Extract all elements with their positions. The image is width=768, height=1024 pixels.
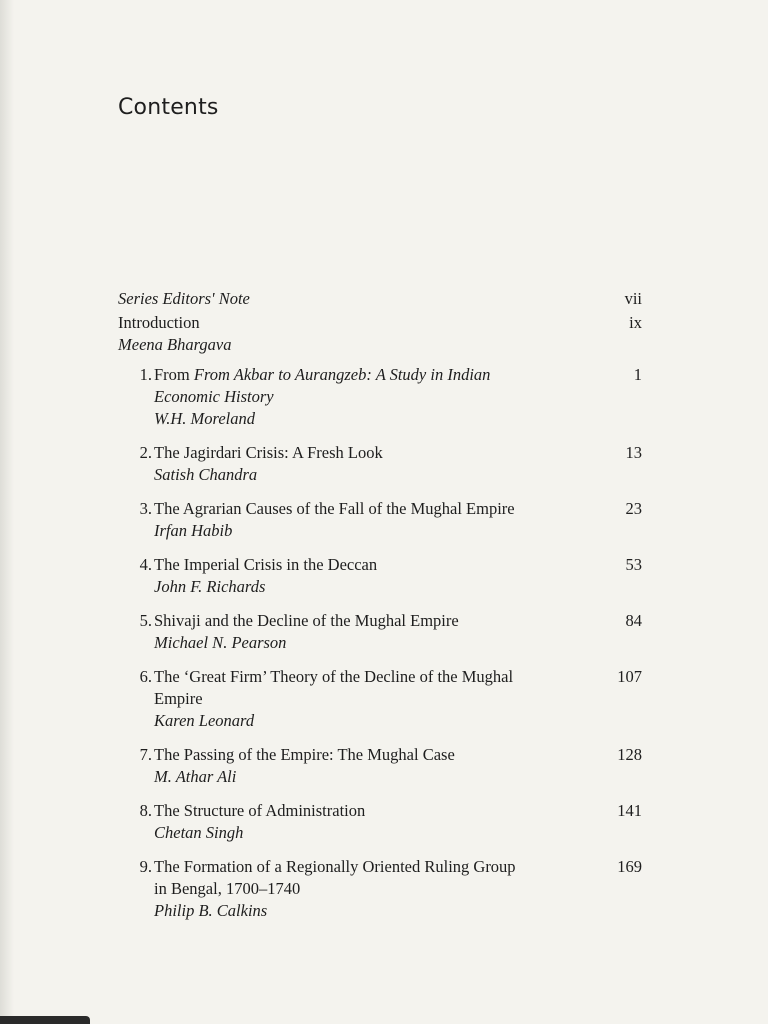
chapter-author: Satish Chandra <box>154 465 258 484</box>
chapter-number: 4. <box>139 555 152 574</box>
chapter-page: 141 <box>617 801 642 820</box>
chapter-author: W.H. Moreland <box>154 409 255 428</box>
chapter-page: 107 <box>617 667 642 686</box>
chapter-number: 6. <box>139 667 152 686</box>
chapter-number: 5. <box>139 611 152 630</box>
chapter-author: Philip B. Calkins <box>154 901 268 920</box>
toc-entry-author: Meena Bhargava <box>118 335 232 354</box>
chapter-number: 1. <box>139 365 152 384</box>
chapter-page: 84 <box>625 611 642 630</box>
chapter-title: Shivaji and the Decline of the Mughal Empire <box>154 611 459 630</box>
chapter-title: The Formation of a Regionally Oriented Ruling Group <box>154 857 516 876</box>
chapter-author: John F. Richards <box>154 577 266 596</box>
chapter-author: Karen Leonard <box>154 711 255 730</box>
toc-chapter-2[interactable] <box>118 442 642 486</box>
chapter-title-line2: Economic History <box>154 387 274 406</box>
chapter-title: The Passing of the Empire: The Mughal Case <box>154 745 455 764</box>
toc-entry-page: vii <box>624 289 642 308</box>
chapter-author: Michael N. Pearson <box>154 633 287 652</box>
toc-entry-title: Introduction <box>118 313 200 332</box>
chapter-page: 53 <box>625 555 642 574</box>
toc-entry-introduction[interactable] <box>118 312 642 356</box>
chapter-number: 7. <box>139 745 152 764</box>
contents-heading: Contents <box>118 95 219 120</box>
chapter-title-book: From Akbar to Aurangzeb: A Study in Indian <box>193 365 491 384</box>
toc-chapter-1[interactable] <box>118 364 642 430</box>
chapter-number: 9. <box>139 857 152 876</box>
chapter-title-prefix: From <box>154 365 194 384</box>
toc-chapter-5[interactable] <box>118 610 642 654</box>
toc-chapter-9[interactable] <box>118 856 642 922</box>
chapter-page: 23 <box>625 499 642 518</box>
page-edge-shadow <box>0 0 14 1024</box>
toc-chapter-6[interactable] <box>118 666 642 732</box>
chapter-page: 13 <box>625 443 642 462</box>
toc-entry-page: ix <box>629 313 642 332</box>
toc-chapter-7[interactable] <box>118 744 642 788</box>
chapter-author: M. Athar Ali <box>154 767 237 786</box>
toc-chapter-4[interactable] <box>118 554 642 598</box>
chapter-author: Irfan Habib <box>154 521 233 540</box>
toc-list <box>118 288 642 922</box>
chapter-title <box>154 364 490 386</box>
chapter-author: Chetan Singh <box>154 823 244 842</box>
chapter-number: 3. <box>139 499 152 518</box>
chapter-title: The Structure of Administration <box>154 801 366 820</box>
page-corner-shadow <box>0 1016 90 1024</box>
chapter-title-line2: in Bengal, 1700–1740 <box>154 879 301 898</box>
chapter-title: The ‘Great Firm’ Theory of the Decline of the Mughal <box>154 667 514 686</box>
chapter-page: 128 <box>617 745 642 764</box>
chapter-page: 1 <box>633 365 642 384</box>
chapter-number: 2. <box>139 443 152 462</box>
chapter-title-line2: Empire <box>154 689 203 708</box>
toc-entry-title: Series Editors' Note <box>118 289 250 308</box>
chapter-page: 169 <box>617 857 642 876</box>
toc-chapter-8[interactable] <box>118 800 642 844</box>
chapter-title: The Imperial Crisis in the Deccan <box>154 555 378 574</box>
chapter-number: 8. <box>139 801 152 820</box>
toc-chapter-3[interactable] <box>118 498 642 542</box>
chapter-title: The Agrarian Causes of the Fall of the Mughal Empire <box>154 499 515 518</box>
toc-entry-series-editors-note[interactable] <box>118 288 642 310</box>
chapter-title: The Jagirdari Crisis: A Fresh Look <box>154 443 383 462</box>
